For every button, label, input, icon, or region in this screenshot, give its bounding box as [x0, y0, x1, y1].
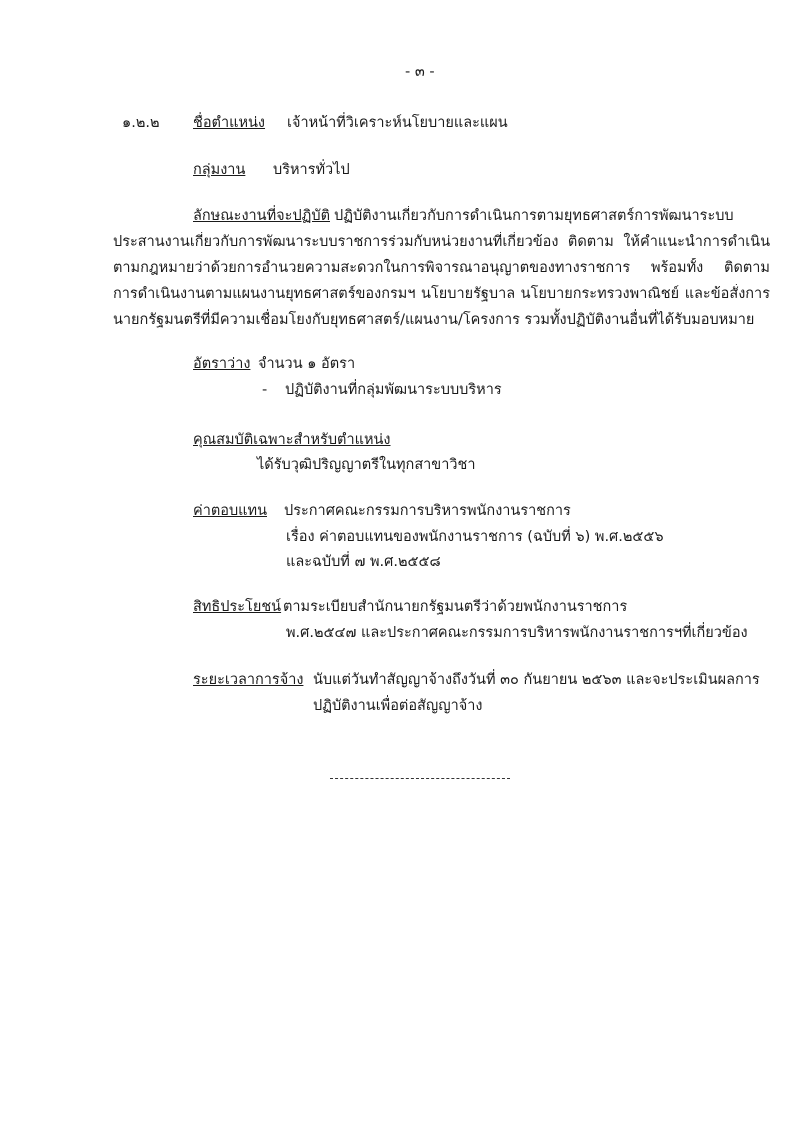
qualification-value: ได้รับวุฒิปริญญาตรีในทุกสาขาวิชา	[257, 457, 476, 473]
duties-label: ลักษณะงานที่จะปฏิบัติ	[193, 208, 330, 224]
duties-line: นายกรัฐมนตรีที่มีความเชื่อมโยงกับยุทธศาสตร์/แผนงาน/โครงการ รวมทั้งปฏิบัติงานอื่นที่ได้รับมอบหมาย	[113, 312, 755, 328]
position-label: ชื่อตำแหน่ง	[193, 115, 266, 131]
vacancy-bullet: -	[262, 382, 268, 398]
duties-line: การดำเนินงานตามแผนงานยุทธศาสตร์ของกรมฯ นโยบายรัฐบาล นโยบายกระทรวงพาณิชย์ และข้อสั่งการ	[113, 286, 770, 302]
position-value: เจ้าหน้าที่วิเคราะห์นโยบายและแผน	[287, 115, 508, 131]
benefits-line: พ.ศ.๒๕๔๗ และประกาศคณะกรรมการบริหารพนักงานราชการฯที่เกี่ยวข้อง	[286, 625, 748, 641]
compensation-label: ค่าตอบแทน	[193, 503, 267, 519]
end-divider	[330, 778, 510, 779]
compensation-line: ประกาศคณะกรรมการบริหารพนักงานราชการ	[284, 503, 571, 519]
benefits-line: ตามระเบียบสำนักนายกรัฐมนตรีว่าด้วยพนักงานราชการ	[283, 599, 628, 615]
duties-line: ปฏิบัติงานเกี่ยวกับการดำเนินการตามยุทธศาสตร์การพัฒนาระบบ	[334, 208, 734, 224]
section-number: ๑.๒.๒	[122, 115, 160, 131]
benefits-label: สิทธิประโยชน์	[193, 599, 282, 615]
duties-line: ตามกฎหมายว่าด้วยการอำนวยความสะดวกในการพิจารณาอนุญาตของทางราชการ พร้อมทั้ง ติดตาม	[113, 260, 770, 276]
compensation-line: และฉบับที่ ๗ พ.ศ.๒๕๕๘	[286, 554, 441, 570]
term-line: ปฏิบัติงานเพื่อต่อสัญญาจ้าง	[313, 698, 483, 714]
term-label: ระยะเวลาการจ้าง	[193, 672, 304, 688]
compensation-line: เรื่อง ค่าตอบแทนของพนักงานราชการ (ฉบับที่ ๖) พ.ศ.๒๕๕๖	[286, 529, 664, 545]
page-number: - ๓ -	[405, 64, 435, 80]
vacancy-value: จำนวน ๑ อัตรา	[258, 356, 356, 372]
group-value: บริหารทั่วไป	[273, 162, 350, 178]
qualification-label: คุณสมบัติเฉพาะสำหรับตำแหน่ง	[193, 432, 391, 448]
term-line: นับแต่วันทำสัญญาจ้างถึงวันที่ ๓๐ กันยายน ๒๕๖๓ และจะประเมินผลการ	[313, 672, 760, 688]
vacancy-label: อัตราว่าง	[193, 356, 251, 372]
duties-line: ประสานงานเกี่ยวกับการพัฒนาระบบราชการร่วมกับหน่วยงานที่เกี่ยวข้อง ติดตาม ให้คำแนะนำการดำเนิน	[113, 234, 770, 250]
group-label: กลุ่มงาน	[193, 162, 246, 178]
vacancy-detail: ปฏิบัติงานที่กลุ่มพัฒนาระบบบริหาร	[285, 382, 502, 398]
